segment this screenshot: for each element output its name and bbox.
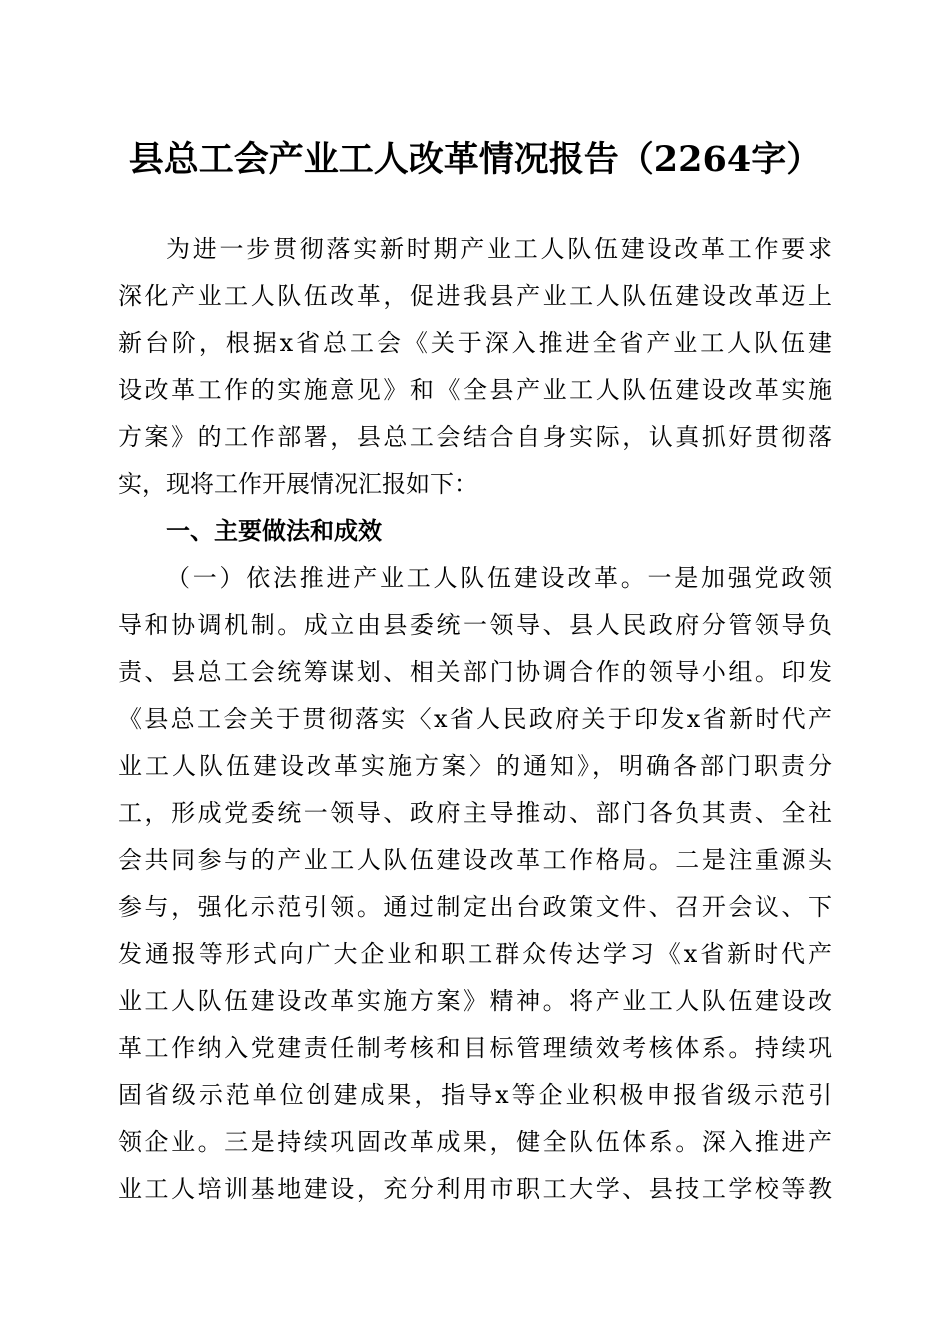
paragraph-line: 导和协调机制。成立由县委统一领导、县人民政府分管领导负 <box>118 611 832 639</box>
paragraph-line: 实，现将工作开展情况汇报如下： <box>118 470 478 498</box>
document-body <box>118 226 832 1213</box>
paragraph-line: 发通报等形式向广大企业和职工群众传达学习《x省新时代产 <box>118 940 832 968</box>
paragraph-line: 业工人队伍建设改革实施方案〉的通知》，明确各部门职责分 <box>118 752 832 780</box>
document-title: 县总工会产业工人改革情况报告（2264字） <box>128 139 822 180</box>
paragraph-line: 固省级示范单位创建成果，指导x等企业积极申报省级示范引 <box>118 1081 832 1109</box>
paragraph-line: 参与，强化示范引领。通过制定出台政策文件、召开会议、下 <box>118 893 832 921</box>
section-heading: 一、主要做法和成效 <box>166 517 382 545</box>
paragraph-line: 业工人培训基地建设，充分利用市职工大学、县技工学校等教 <box>118 1175 832 1203</box>
paragraph-line: 《县总工会关于贯彻落实〈x省人民政府关于印发x省新时代产 <box>118 705 832 733</box>
paragraph-line: 深化产业工人队伍改革，促进我县产业工人队伍建设改革迈上 <box>118 282 832 310</box>
paragraph-line: （一）依法推进产业工人队伍建设改革。一是加强党政领 <box>166 564 832 592</box>
paragraph-line: 领企业。三是持续巩固改革成果，健全队伍体系。深入推进产 <box>118 1128 832 1156</box>
paragraph-line: 革工作纳入党建责任制考核和目标管理绩效考核体系。持续巩 <box>118 1034 832 1062</box>
paragraph-line: 新台阶，根据x省总工会《关于深入推进全省产业工人队伍建 <box>118 329 832 357</box>
paragraph-line: 业工人队伍建设改革实施方案》精神。将产业工人队伍建设改 <box>118 987 832 1015</box>
paragraph-line: 方案》的工作部署，县总工会结合自身实际，认真抓好贯彻落 <box>118 423 832 451</box>
paragraph-line: 会共同参与的产业工人队伍建设改革工作格局。二是注重源头 <box>118 846 832 874</box>
paragraph-line: 为进一步贯彻落实新时期产业工人队伍建设改革工作要求 <box>166 235 832 263</box>
paragraph-line: 设改革工作的实施意见》和《全县产业工人队伍建设改革实施 <box>118 376 832 404</box>
paragraph-line: 责、县总工会统筹谋划、相关部门协调合作的领导小组。印发 <box>118 658 832 686</box>
paragraph-line: 工，形成党委统一领导、政府主导推动、部门各负其责、全社 <box>118 799 832 827</box>
